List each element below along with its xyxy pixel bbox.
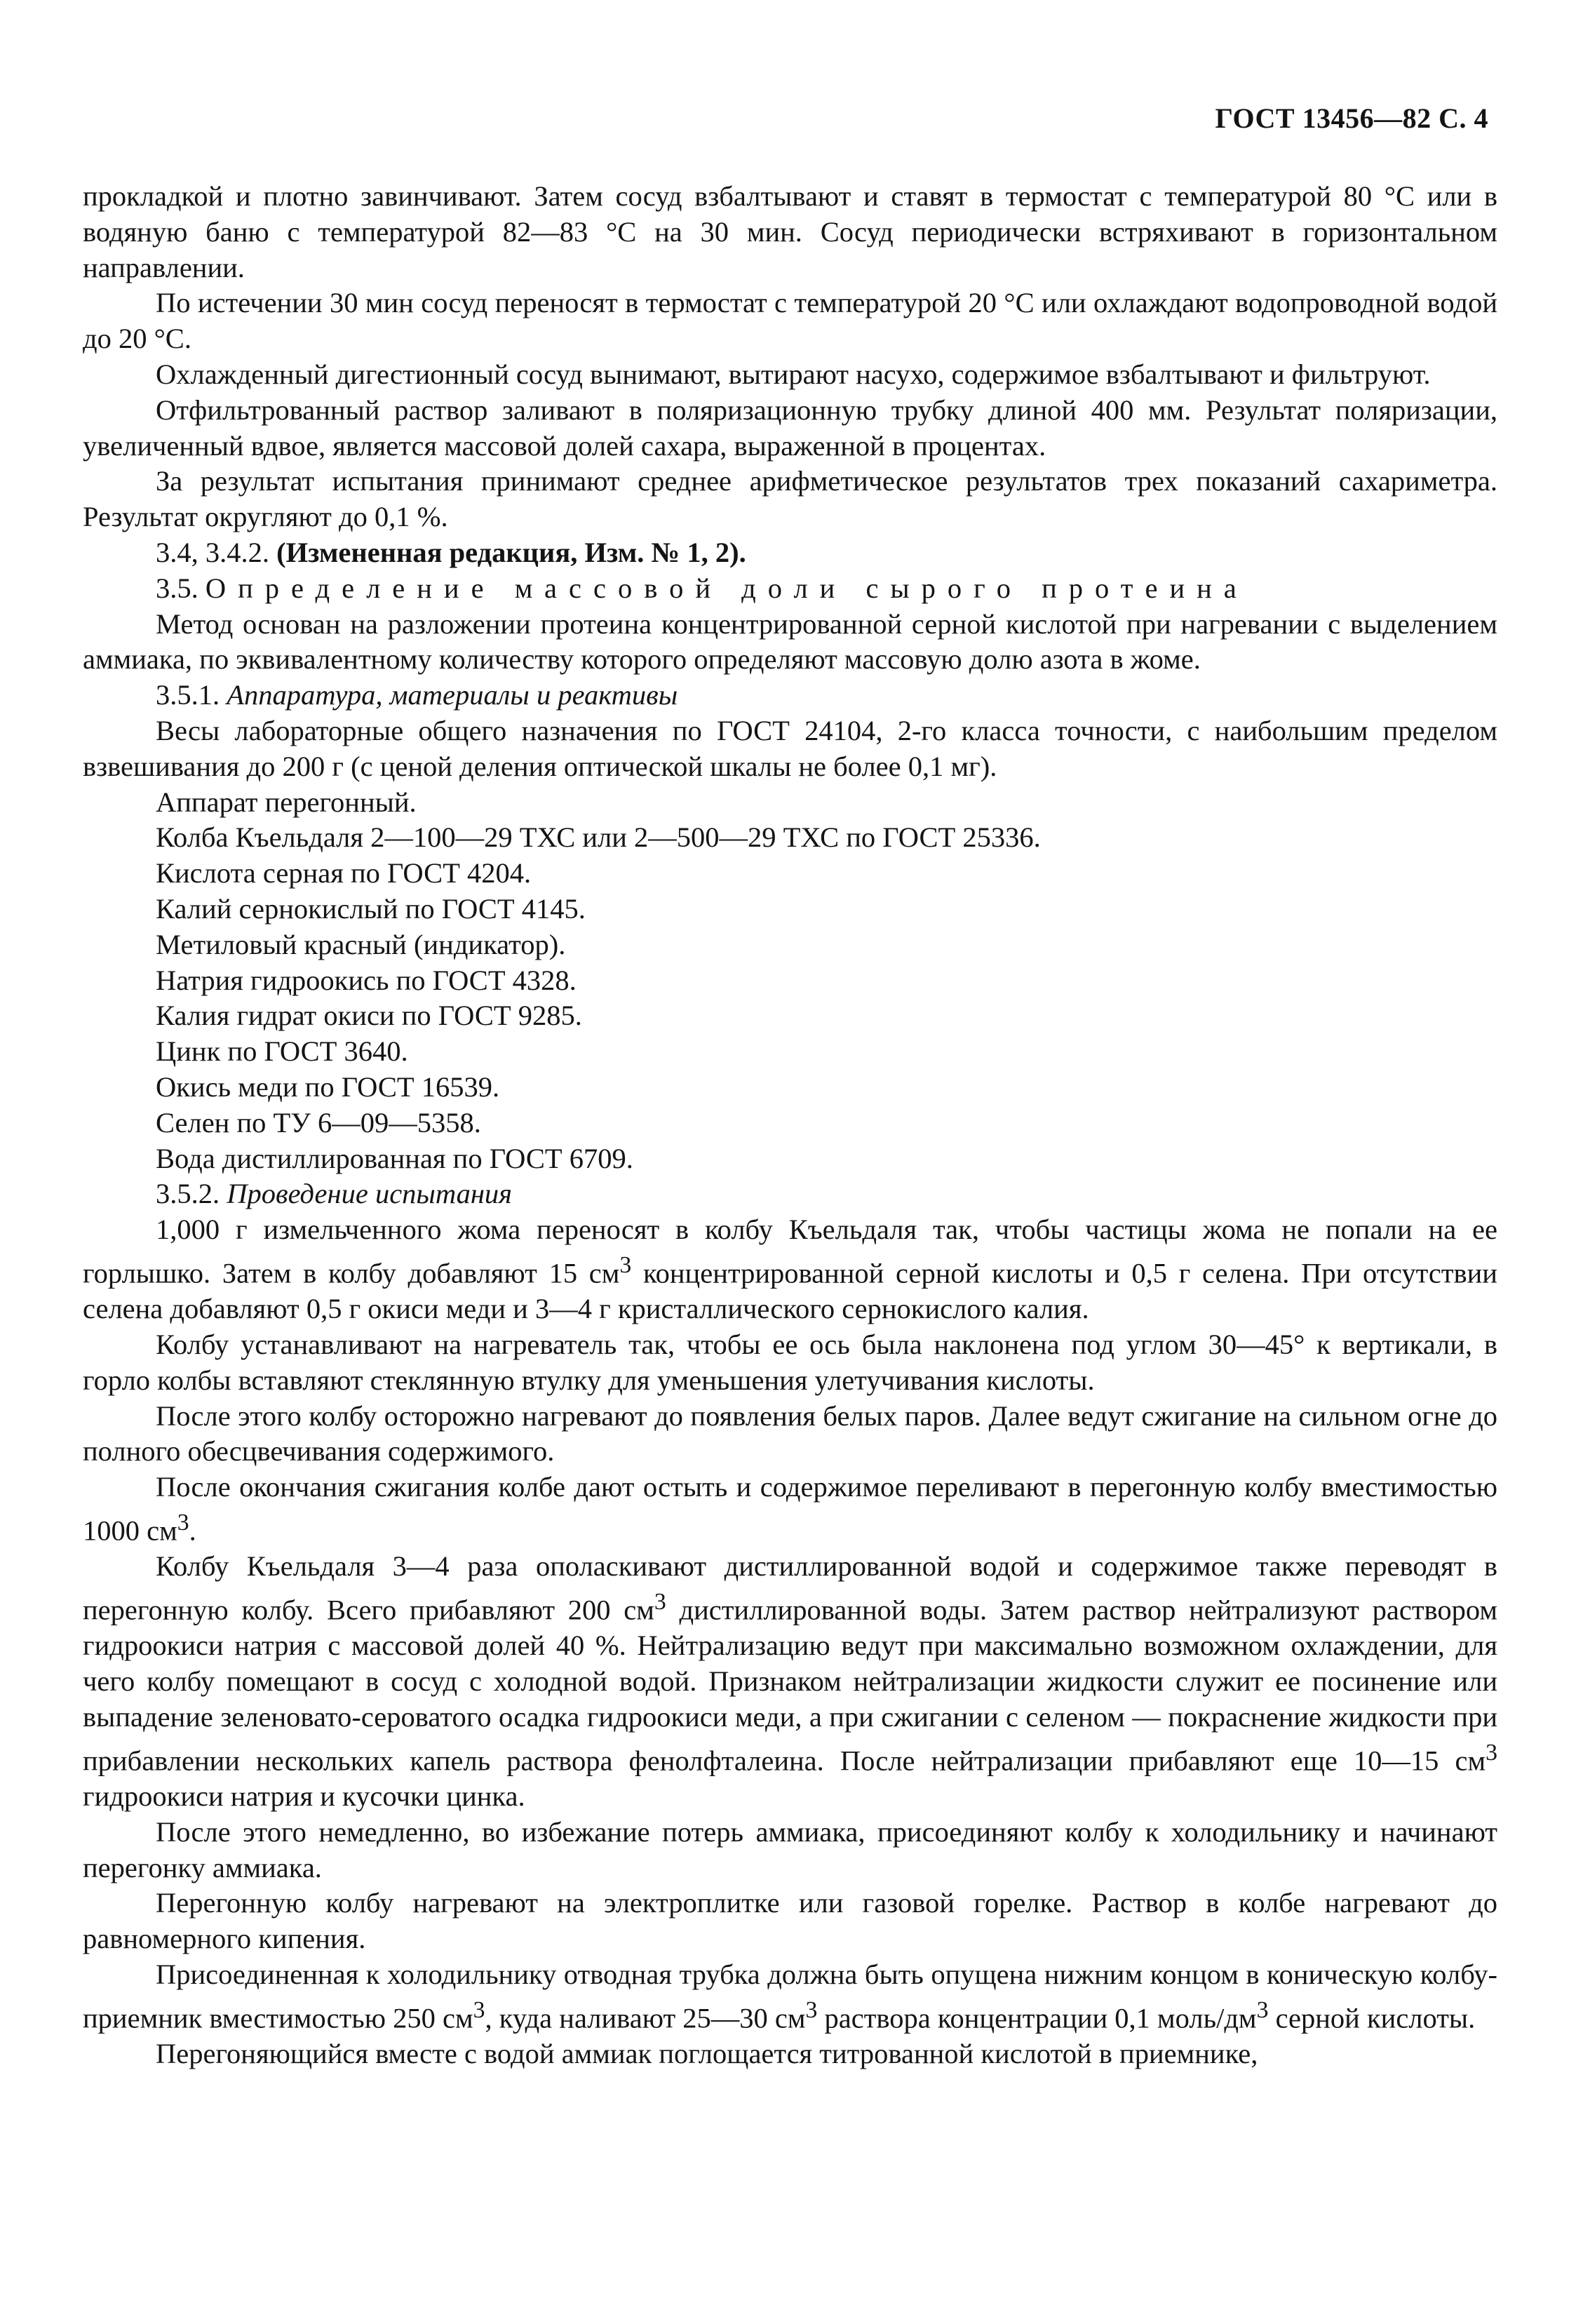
text-run: раствора концентрации 0,1 моль/дм [817,2002,1257,2034]
text-run: гидроокиси натрия и кусочки цинка. [83,1780,525,1813]
paragraph: После этого немедленно, во избежание потерь аммиака, присоединяют колбу к холодильнику и начинают перегонку аммиака. [83,1815,1497,1883]
superscript: 3 [473,1996,485,2023]
equipment-item: Метиловый красный (индикатор). [156,928,566,960]
amendment-text: (Измененная редакция, Изм. № 1, 2). [276,536,746,568]
document-body [83,179,1497,2072]
text-run: Колбу Къельдаля 3—4 раза ополаскивают дистиллированной водой и содержимое также переводят в перегонную колбу. Всего прибавляют 200 см [83,1550,1497,1626]
paragraph: За результат испытания принимают среднее арифметическое результатов трех показаний сахариметра. Результат округляют до 0,1 %. [83,465,1497,533]
equipment-item: Аппарат перегонный. [156,786,417,818]
text-run: серной кислоты. [1268,2002,1476,2034]
paragraph: Охлажденный дигестионный сосуд вынимают, вытирают насухо, содержимое взбалтывают и фильтруют. [156,358,1431,390]
equipment-item: Калий сернокислый по ГОСТ 4145. [156,892,586,925]
equipment-item: Окись меди по ГОСТ 16539. [156,1070,500,1103]
paragraph [83,1549,1497,1815]
equipment-item: Колба Къельдаля 2—100—29 ТХС или 2—500—29 ТХС по ГОСТ 25336. [156,821,1041,854]
section-heading [83,571,1497,607]
text-run: 1,000 г измельченного жома переносят в колбу Къельдаля так, чтобы частицы жома не попали на ее горлышко. Затем в колбу добавляют 15 см [83,1214,1497,1289]
superscript: 3 [1256,1996,1269,2023]
equipment-item: Натрия гидроокись по ГОСТ 4328. [156,964,577,996]
equipment-item: Цинк по ГОСТ 3640. [156,1035,408,1068]
paragraph: После этого колбу осторожно нагревают до появления белых паров. Далее ведут сжигание на сильном огне до полного обесцвечивания содержимого. [83,1399,1497,1467]
text-run: Присоединенная к холодильнику отводная трубка должна быть опущена нижним концом в коническую колбу-приемник вместимостью 250 см [83,1959,1497,2034]
paragraph: прокладкой и плотно завинчивают. Затем сосуд взбалтывают и ставят в термостат с температурой 80 °С или в водяную баню с температурой 82—83 °С на 30 мин. Сосуд периодически встряхивают в горизонтальном направлении. [83,180,1497,283]
equipment-item: Вода дистиллированная по ГОСТ 6709. [156,1142,633,1174]
subsection-title: Проведение испытания [227,1178,513,1210]
subsection-heading [83,678,1497,713]
superscript: 3 [654,1589,666,1616]
superscript: 3 [805,1996,818,2023]
section-title: Определение массовой доли сырого протеина [205,572,1248,604]
paragraph: Перегонную колбу нагревают на электроплитке или газовой горелке. Раствор в колбе нагревают до равномерного кипения. [83,1887,1497,1955]
paragraph [83,1470,1497,1549]
superscript: 3 [619,1251,632,1278]
paragraph [83,1212,1497,1327]
text-run: концентрированной серной кислоты и 0,5 г селена. При отсутствии селена добавляют 0,5 г окиси меди и 3—4 г кристаллического сернокислого калия. [83,1257,1497,1325]
paragraph: По истечении 30 мин сосуд переносят в термостат с температурой 20 °С или охлаждают водопроводной водой до 20 °С. [83,287,1497,355]
text-run: , куда наливают 25—30 см [485,2002,806,2034]
equipment-item: Селен по ТУ 6—09—5358. [156,1106,481,1139]
superscript: 3 [177,1509,189,1536]
section-number: 3.5. [156,572,206,604]
text-run: дистиллированной воды. Затем раствор нейтрализуют раствором гидроокиси натрия с массовой долей 40 %. Нейтрализацию ведут при максимально возможном охлаждении, для чего колбу помещают в сосуд с холодной водой. Признаком нейтрализации жидкости служит ее посинение или выпадение зеленовато-сероватого осадка гидроокиси меди, а при сжигании с селеном — покраснение жидкости при прибавлении нескольких капель раствора фенолфталеина. После нейтрализации прибавляют еще 10—15 см [83,1594,1497,1777]
section-number: 3.5.1. [156,679,227,711]
section-number: 3.4, 3.4.2. [156,536,277,568]
paragraph [83,1957,1497,2036]
equipment-item: Кислота серная по ГОСТ 4204. [156,857,532,889]
superscript: 3 [1486,1739,1497,1766]
paragraph: Метод основан на разложении протеина концентрированной серной кислотой при нагревании с выделением аммиака, по эквивалентному количеству которого определяют массовую долю азота в жоме. [83,607,1497,676]
section-number: 3.5.2. [156,1178,227,1210]
text-run: . [189,1514,196,1547]
paragraph: Колбу устанавливают на нагреватель так, чтобы ее ось была наклонена под углом 30—45° к вертикали, в горло колбы вставляют стеклянную втулку для уменьшения улетучивания кислоты. [83,1329,1497,1396]
paragraph: Отфильтрованный раствор заливают в поляризационную трубку длиной 400 мм. Результат поляризации, увеличенный вдвое, является массовой долей сахара, выраженной в процентах. [83,394,1497,462]
subsection-title: Аппаратура, материалы и реактивы [227,679,678,711]
amendment-note [83,535,1497,571]
text-run: После окончания сжигания колбе дают остыть и содержимое переливают в перегонную колбу вместимостью 1000 см [83,1471,1497,1547]
page-header: ГОСТ 13456—82 С. 4 [1215,102,1488,134]
equipment-item: Калия гидрат окиси по ГОСТ 9285. [156,1000,582,1032]
paragraph: Весы лабораторные общего назначения по ГОСТ 24104, 2-го класса точности, с наибольшим пределом взвешивания до 200 г (с ценой деления оптической шкалы не более 0,1 мг). [83,714,1497,782]
subsection-heading [83,1176,1497,1212]
paragraph: Перегоняющийся вместе с водой аммиак поглощается титрованной кислотой в приемнике, [156,2038,1258,2070]
